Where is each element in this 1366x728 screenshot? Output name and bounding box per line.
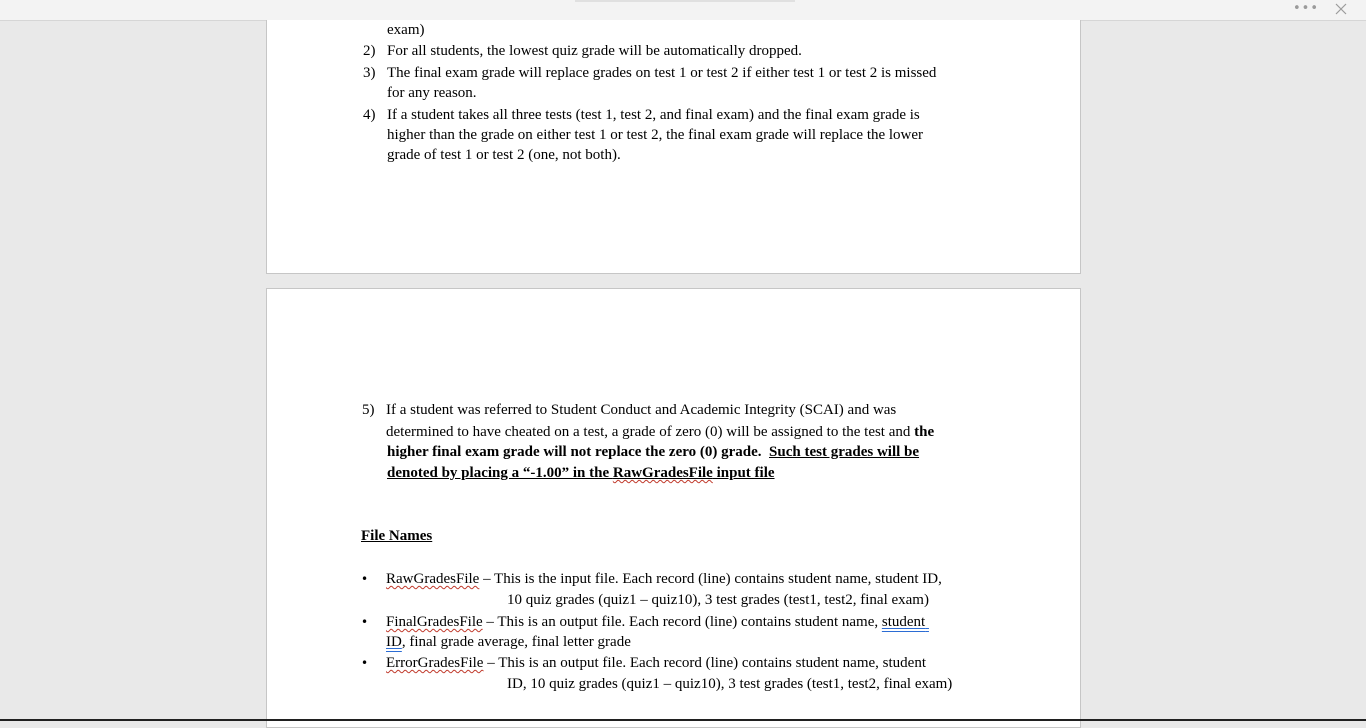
file-raw-line-2: 10 quiz grades (quiz1 – quiz10), 3 test grades (test1, test2, final exam): [507, 592, 929, 608]
list-number: 3): [363, 65, 376, 81]
file-names-heading: File Names: [361, 528, 433, 544]
rule-5-line-1: If a student was referred to Student Conduct and Academic Integrity (SCAI) and was: [386, 402, 897, 418]
rule-5-line-4: denoted by placing a “-1.00” in the RawGradesFile input file: [387, 465, 775, 481]
list-number: 2): [363, 43, 376, 59]
document-page-2: [266, 288, 1081, 728]
rule-4-line-1: If a student takes all three tests (test 1, test 2, and final exam) and the final exam grade is: [387, 107, 920, 123]
file-final-line-1: FinalGradesFile – This is an output file. Each record (line) contains student name, student: [386, 614, 926, 630]
file-final-line-2: ID, final grade average, final letter grade: [386, 634, 631, 650]
bullet-icon: •: [361, 615, 369, 629]
continued-text: exam): [387, 22, 425, 38]
rule-5-line-2: determined to have cheated on a test, a grade of zero (0) will be assigned to the test and the: [386, 424, 935, 440]
list-number: 5): [362, 402, 375, 418]
bullet-icon: •: [361, 656, 369, 670]
list-number: 4): [363, 107, 376, 123]
file-error-line-2: ID, 10 quiz grades (quiz1 – quiz10), 3 test grades (test1, test2, final exam): [507, 676, 953, 692]
rule-2-line-1: For all students, the lowest quiz grade will be automatically dropped.: [387, 43, 802, 59]
rule-5-line-3: higher final exam grade will not replace the zero (0) grade. Such test grades will be: [387, 444, 920, 460]
close-icon[interactable]: [1334, 2, 1348, 16]
rule-4-line-2: higher than the grade on either test 1 or test 2, the final exam grade will replace the lower: [387, 127, 924, 143]
rule-3-line-1: The final exam grade will replace grades on test 1 or test 2 if either test 1 or test 2 is missed: [387, 65, 937, 81]
window-title-bar: [0, 0, 1366, 21]
file-raw-line-1: RawGradesFile – This is the input file. Each record (line) contains student name, student ID,: [386, 571, 942, 587]
more-options-icon[interactable]: •••: [1293, 1, 1320, 16]
title-bar-grip: [575, 0, 795, 2]
document-page-1: [266, 20, 1081, 274]
rule-4-line-3: grade of test 1 or test 2 (one, not both).: [387, 147, 621, 163]
file-error-line-1: ErrorGradesFile – This is an output file. Each record (line) contains student name, student: [386, 655, 926, 671]
rule-3-line-2: for any reason.: [387, 85, 477, 101]
bullet-icon: •: [361, 572, 369, 586]
